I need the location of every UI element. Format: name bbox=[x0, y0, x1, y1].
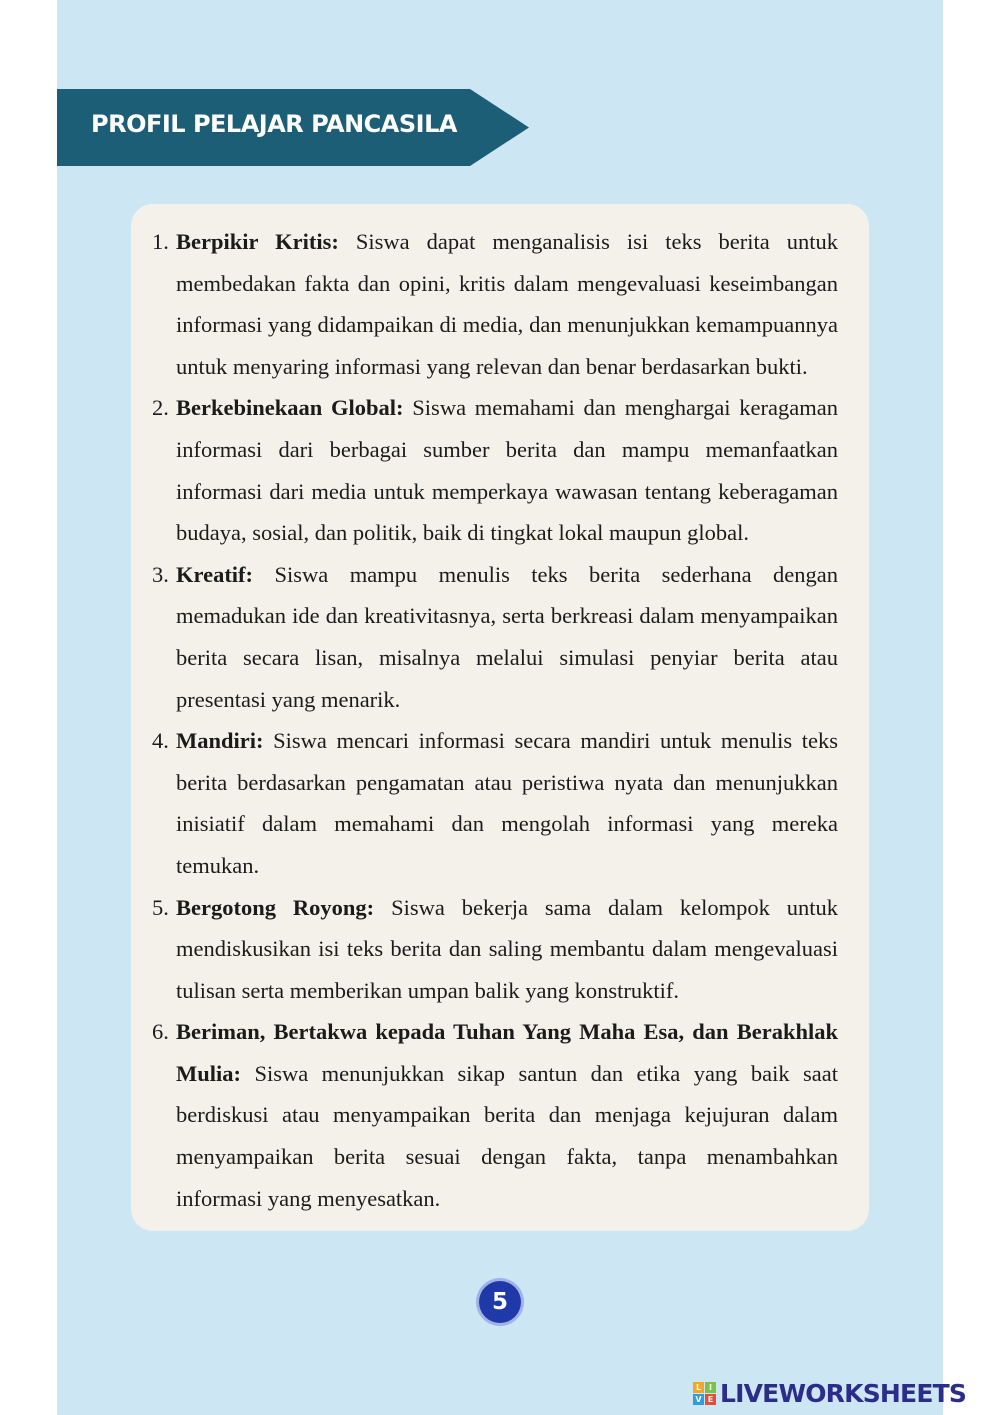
list-item bbox=[131, 720, 869, 886]
logo-letter-v: V bbox=[693, 1394, 704, 1405]
item-text: Siswa dapat menganalisis isi teks berita untuk membedakan fakta dan opini, kritis dalam mengevaluasi keseimbangan informasi yang didampaikan di media, dan menunjukkan kemampuannya untuk menyaring informasi yang relevan dan benar berdasarkan bukti. bbox=[176, 229, 838, 379]
item-title: Mandiri: bbox=[176, 728, 264, 754]
watermark-text: LIVEWORKSHEETS bbox=[720, 1378, 967, 1408]
list-item bbox=[131, 1011, 869, 1219]
item-number: 4. bbox=[152, 728, 169, 754]
list-item bbox=[131, 387, 869, 553]
list-item bbox=[131, 887, 869, 1012]
item-title: Bergotong Royong: bbox=[176, 894, 375, 920]
item-title: Berkebinekaan Global: bbox=[176, 395, 404, 421]
banner-title: PROFIL PELAJAR PANCASILA bbox=[91, 110, 457, 138]
content-card bbox=[131, 204, 869, 1231]
liveworksheets-logo-icon bbox=[693, 1382, 716, 1405]
item-number: 2. bbox=[152, 395, 169, 421]
item-number: 3. bbox=[152, 561, 169, 587]
list-item bbox=[131, 221, 869, 387]
item-text: Siswa bekerja sama dalam kelompok untuk mendiskusikan isi teks berita dan saling membantu dalam mengevaluasi tulisan serta memberikan umpan balik yang konstruktif. bbox=[176, 894, 838, 1003]
item-text: Siswa mencari informasi secara mandiri untuk menulis teks berita berdasarkan pengamatan atau peristiwa nyata dan menunjukkan inisiatif dalam memahami dan mengolah informasi yang mereka temukan. bbox=[176, 728, 838, 878]
section-banner bbox=[57, 89, 529, 166]
item-number: 6. bbox=[152, 1019, 169, 1045]
item-number: 5. bbox=[152, 894, 169, 920]
page-number-badge: 5 bbox=[479, 1281, 521, 1323]
logo-letter-i: I bbox=[705, 1382, 716, 1393]
logo-letter-l: L bbox=[693, 1382, 704, 1393]
item-text: Siswa mampu menulis teks berita sederhana dengan memadukan ide dan kreativitasnya, serta berkreasi dalam menyampaikan berita secara lisan, misalnya melalui simulasi penyiar berita atau presentasi yang menarik. bbox=[176, 561, 838, 712]
liveworksheets-watermark[interactable] bbox=[693, 1375, 966, 1411]
logo-letter-e: E bbox=[705, 1394, 716, 1405]
item-text: Siswa memahami dan menghargai keragaman informasi dari berbagai sumber berita dan mampu memanfaatkan informasi dari media untuk memperkaya wawasan tentang keberagaman budaya, sosial, dan politik, baik di tingkat lokal maupun global. bbox=[176, 395, 838, 546]
item-text: Siswa menunjukkan sikap santun dan etika yang baik saat berdiskusi atau menyampaikan berita dan menjaga kejujuran dalam menyampaikan berita sesuai dengan fakta, tanpa menambahkan informasi yang menyesatkan. bbox=[176, 1060, 839, 1211]
item-title: Kreatif: bbox=[176, 561, 254, 587]
item-number: 1. bbox=[152, 229, 169, 254]
list-item bbox=[131, 554, 869, 720]
item-title: Beriman, Bertakwa kepada Tuhan Yang Maha Esa, dan Berakhlak Mulia: bbox=[176, 1019, 838, 1086]
item-title: Berpikir Kritis: bbox=[176, 229, 339, 254]
profile-list bbox=[131, 221, 869, 1219]
